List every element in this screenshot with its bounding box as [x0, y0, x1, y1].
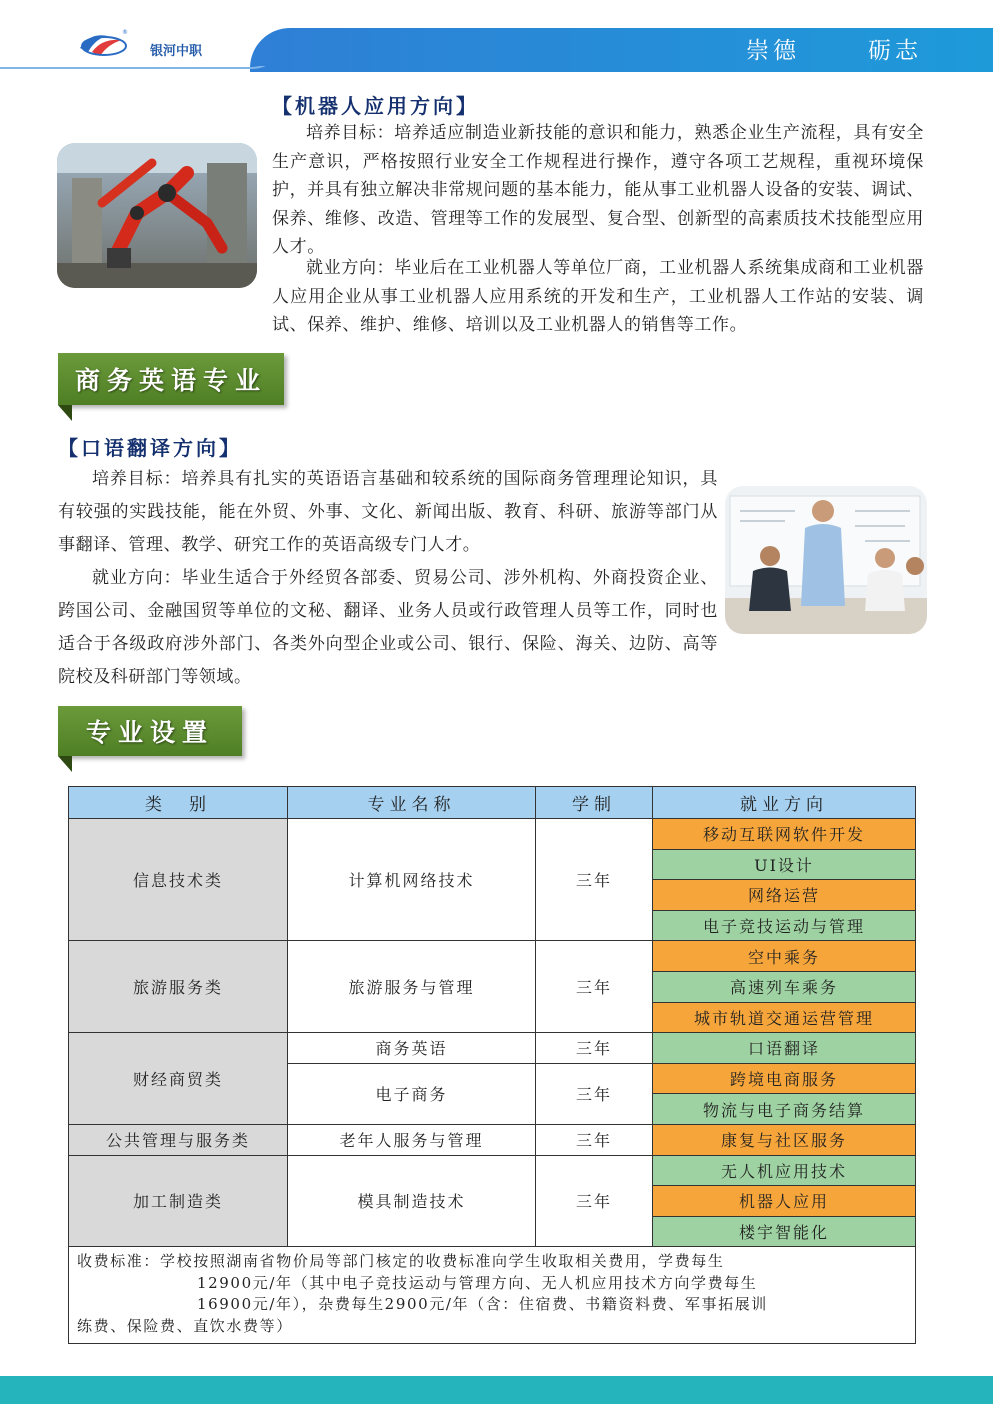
fee-standard-cell: [69, 1247, 916, 1344]
english-career-paragraph: [58, 562, 718, 694]
duration-cell: 三年: [536, 1063, 653, 1124]
duration-cell: 三年: [536, 1124, 653, 1155]
duration-cell: 三年: [536, 1033, 653, 1064]
majors-table: [68, 786, 916, 1344]
category-cell: 信息技术类: [69, 819, 288, 941]
english-career-text: 就业方向：毕业生适合于外经贸各部委、贸易公司、涉外机构、外商投资企业、跨国公司、金融国贸等单位的文秘、翻译、业务人员或行政管理人员等工作，同时也适合于各级政府涉外部门、各类外向型企业或公司、银行、保险、海关、边防、高等院校及科研部门等领域。: [58, 568, 718, 687]
duration-cell: 三年: [536, 941, 653, 1033]
direction-cell: UI设计: [653, 849, 916, 880]
duration-cell: 三年: [536, 819, 653, 941]
header-duration: 学制: [536, 787, 653, 819]
table-header-row: [69, 787, 916, 819]
category-cell: 加工制造类: [69, 1155, 288, 1247]
english-goal-text: 培养目标：培养具有扎实的英语语言基础和较系统的国际商务管理理论知识，具有较强的实践技能，能在外贸、外事、文化、新闻出版、教育、科研、旅游等部门从事翻译、管理、教学、研究工作的英语高级专门人才。: [58, 469, 718, 555]
classroom-illustration: [725, 486, 927, 634]
motto-first: 崇德: [746, 38, 800, 64]
page-header: [0, 0, 993, 72]
header-left-area: [0, 0, 260, 72]
direction-cell: 网络运营: [653, 880, 916, 911]
majors-table-wrapper: [68, 786, 915, 1344]
table-row: [69, 1033, 916, 1064]
header-category: 类 别: [69, 787, 288, 819]
classroom-photo: [725, 486, 927, 634]
logo-text: 银河中职: [150, 44, 203, 59]
table-row: [69, 819, 916, 850]
direction-cell: 城市轨道交通运营管理: [653, 1002, 916, 1033]
major-name-cell: 电子商务: [288, 1063, 536, 1124]
school-logo-icon: [78, 28, 128, 58]
direction-cell: 机器人应用: [653, 1186, 916, 1217]
robot-career-paragraph: [272, 254, 924, 340]
major-name-cell: 模具制造技术: [288, 1155, 536, 1247]
duration-cell: 三年: [536, 1155, 653, 1247]
direction-cell: 无人机应用技术: [653, 1155, 916, 1186]
majors-banner-label: 专业设置: [85, 718, 214, 747]
direction-cell: 口语翻译: [653, 1033, 916, 1064]
english-major-banner: [58, 353, 284, 405]
english-direction-title: 【口语翻译方向】: [58, 436, 242, 460]
fee-row: [69, 1247, 916, 1344]
robot-arm-photo: [57, 143, 257, 288]
direction-cell: 移动互联网软件开发: [653, 819, 916, 850]
fee-line-2: 12900元/年（其中电子竞技运动与管理方向、无人机应用技术方向学费每生: [197, 1273, 758, 1292]
robot-arm-illustration: [57, 143, 257, 288]
major-name-cell: 旅游服务与管理: [288, 941, 536, 1033]
header-major-name: 专业名称: [288, 787, 536, 819]
majors-banner: [58, 706, 242, 756]
table-row: [69, 1155, 916, 1186]
fee-line-4: 练费、保险费、直饮水费等）: [77, 1316, 293, 1335]
major-name-cell: 商务英语: [288, 1033, 536, 1064]
robot-direction-title: 【机器人应用方向】: [272, 94, 479, 118]
category-cell: 旅游服务类: [69, 941, 288, 1033]
major-name-cell: 老年人服务与管理: [288, 1124, 536, 1155]
fee-line-3: 16900元/年），杂费每生2900元/年（含：住宿费、书籍资料费、军事拓展训: [197, 1295, 768, 1314]
table-row: [69, 941, 916, 972]
robot-goal-paragraph: [272, 119, 924, 262]
english-goal-paragraph: [58, 463, 718, 562]
motto-second: 砺志: [868, 38, 922, 64]
category-cell: 财经商贸类: [69, 1033, 288, 1125]
footer-bar: [0, 1376, 993, 1404]
direction-cell: 楼宇智能化: [653, 1216, 916, 1247]
robot-goal-text: 培养目标：培养适应制造业新技能的意识和能力，熟悉企业生产流程，具有安全生产意识，严格按照行业安全工作规程进行操作，遵守各项工艺规程，重视环境保护，并具有独立解决非常规问题的基本能力，能从事工业机器人设备的安装、调试、保养、维修、改造、管理等工作的发展型、复合型、创新型的高素质技术技能型应用人才。: [272, 123, 924, 257]
direction-cell: 高速列车乘务: [653, 971, 916, 1002]
major-name-cell: 计算机网络技术: [288, 819, 536, 941]
header-career-direction: 就业方向: [653, 787, 916, 819]
direction-cell: 康复与社区服务: [653, 1124, 916, 1155]
direction-cell: 跨境电商服务: [653, 1063, 916, 1094]
fee-line-1: 学校按照湖南省物价局等部门核定的收费标准向学生收取相关费用，学费每生: [160, 1252, 725, 1271]
table-row: [69, 1124, 916, 1155]
svg-text:®: ®: [122, 29, 128, 36]
fee-label: 收费标准：: [77, 1252, 161, 1271]
header-curve-decoration: [0, 66, 993, 96]
direction-cell: 电子竞技运动与管理: [653, 910, 916, 941]
direction-cell: 空中乘务: [653, 941, 916, 972]
category-cell: 公共管理与服务类: [69, 1124, 288, 1155]
direction-cell: 物流与电子商务结算: [653, 1094, 916, 1125]
robot-career-text: 就业方向：毕业后在工业机器人等单位厂商，工业机器人系统集成商和工业机器人应用企业从事工业机器人应用系统的开发和生产，工业机器人工作站的安装、调试、保养、维护、维修、培训以及工业机器人的销售等工作。: [272, 258, 924, 335]
english-major-banner-label: 商务英语专业: [74, 366, 267, 395]
